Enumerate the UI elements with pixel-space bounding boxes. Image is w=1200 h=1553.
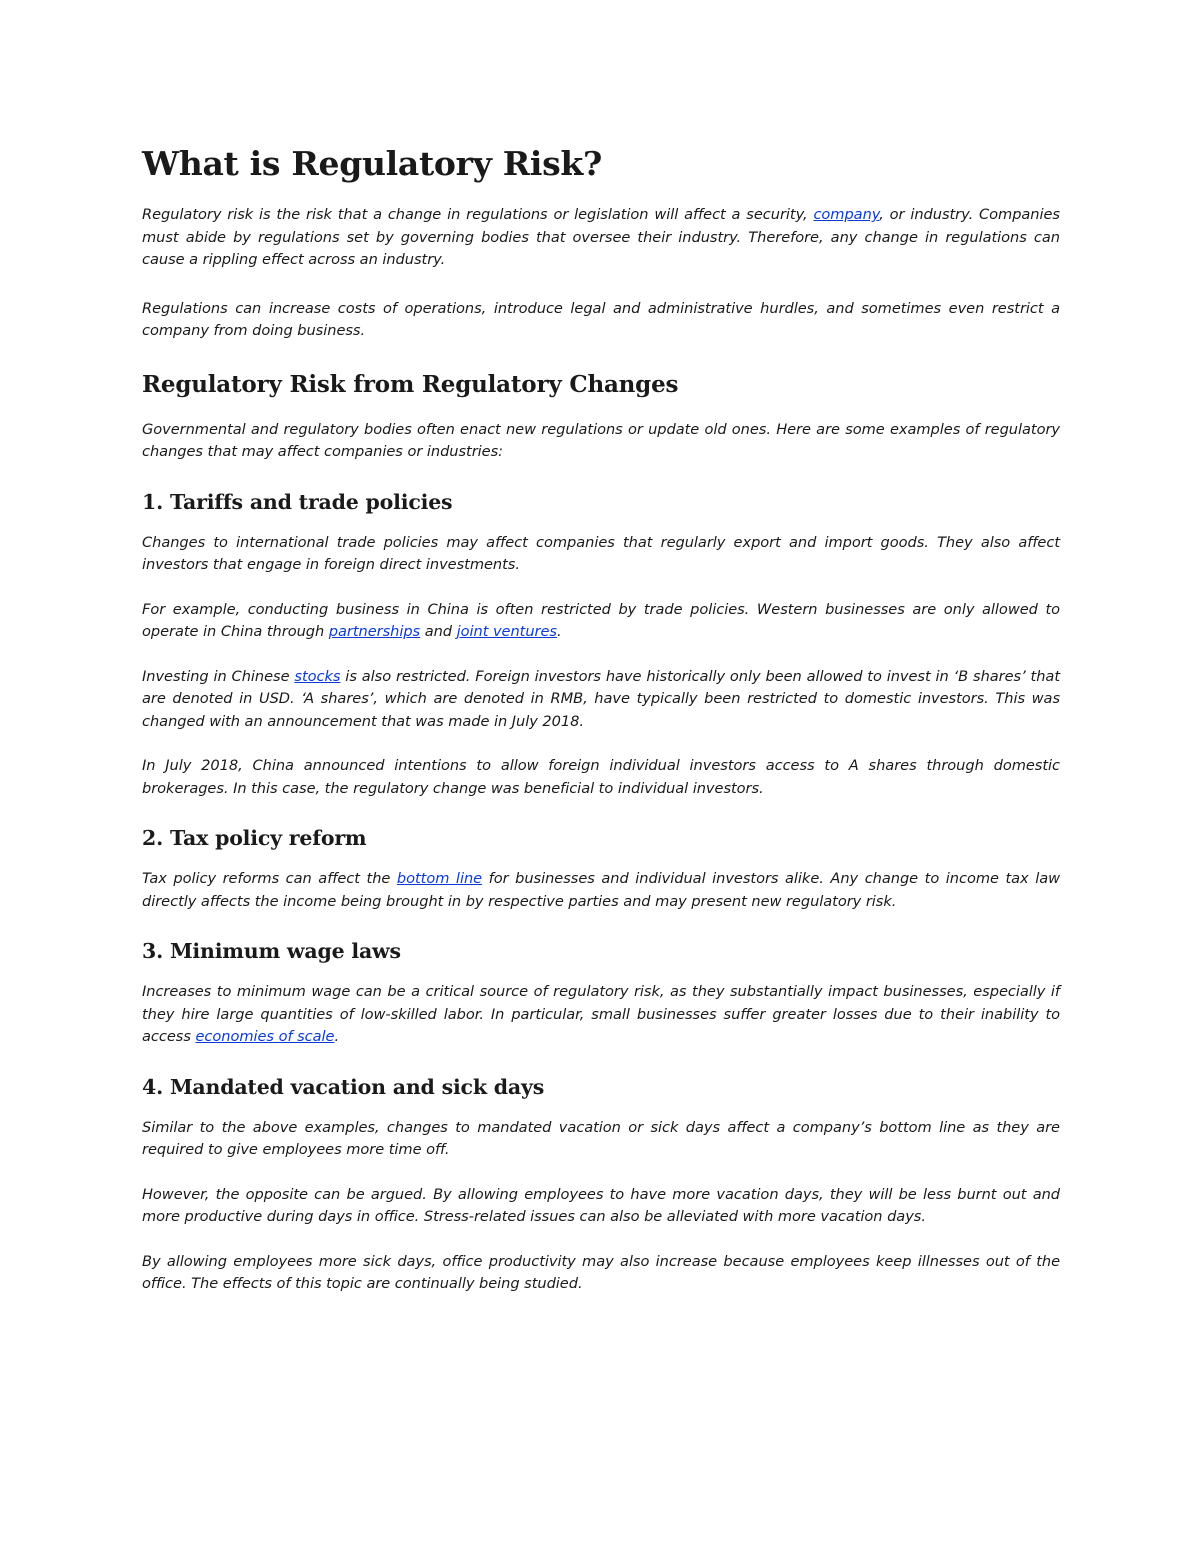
vacation-paragraph-1: Similar to the above examples, changes to mandated vacation or sick days affect a company’s bottom line as they are required to give employees more time off. [142,1118,1060,1158]
partnerships-link[interactable]: partnerships [328,623,421,640]
minimum-wage-paragraph-1 [142,981,1060,1049]
vacation-paragraph-3: By allowing employees more sick days, office productivity may also increase because employees keep illnesses out of the office. The effects of this topic are continually being studied. [142,1252,1060,1292]
economies-of-scale-link[interactable]: economies of scale [195,1028,335,1045]
tax-paragraph-1 [142,868,1060,913]
company-link[interactable]: company [813,206,880,223]
tariffs-paragraph-2 [142,599,1060,644]
vacation-paragraph-2: However, the opposite can be argued. By allowing employees to have more vacation days, they will be less burnt out and more productive during days in office. Stress-related issues can also be alleviated with more vacation days. [142,1185,1060,1225]
tariffs-paragraph-4: In July 2018, China announced intentions to allow foreign individual investors access to A shares through domestic brokerages. In this case, the regulatory change was beneficial to individual investors. [142,757,1060,797]
intro-text-end: , or industry. Companies must abide by regulations set by governing bodies that oversee their industry. Therefore, any change in regulations can cause a rippling effect across an industry. [142,206,1060,268]
section-heading: Regulatory Risk from Regulatory Changes [142,370,679,398]
tariffs-p3-start: Investing in Chinese [142,667,295,685]
intro-paragraph-1 [142,204,1060,272]
tariffs-p2-end: . [556,623,562,640]
tariffs-p2-start: For example, conducting business in China is often restricted by trade policies. Western businesses are only allowed to operate in China through [142,600,1060,640]
section-intro-paragraph: Governmental and regulatory bodies often enact new regulations or update old ones. Here are some examples of regulatory changes that may affect companies or industries: [142,420,1060,460]
vacation-heading: 4. Mandated vacation and sick days [142,1074,545,1099]
tariffs-p2-mid: and [420,623,457,640]
bottom-line-link[interactable]: bottom line [396,870,483,887]
joint-ventures-link[interactable]: joint ventures [456,623,557,640]
document-page [142,140,1060,1318]
intro-paragraph-2: Regulations can increase costs of operations, introduce legal and administrative hurdles, and sometimes even restrict a company from doing business. [142,299,1060,339]
wage-p1-start: Increases to minimum wage can be a critical source of regulatory risk, as they substantially impact businesses, especially if they hire large quantities of low-skilled labor. In particular, small businesses suffer greater losses due to their inability to access [142,983,1060,1045]
tax-p1-start: Tax policy reforms can affect the [142,870,397,887]
page-title: What is Regulatory Risk? [142,144,603,183]
tariffs-heading: 1. Tariffs and trade policies [142,489,453,514]
tariffs-paragraph-3 [142,666,1060,734]
minimum-wage-heading: 3. Minimum wage laws [142,939,401,963]
intro-text-start: Regulatory risk is the risk that a change in regulations or legislation will affect a security, [142,206,814,223]
wage-p1-end: . [334,1028,340,1045]
tax-heading: 2. Tax policy reform [142,826,367,850]
tariffs-paragraph-1: Changes to international trade policies may affect companies that regularly export and import goods. They also affect investors that engage in foreign direct investments. [142,533,1060,573]
tax-p1-end: for businesses and individual investors alike. Any change to income tax law directly affects the income being brought in by respective parties and may present new regulatory risk. [142,870,1060,910]
tariffs-p3-end: is also restricted. Foreign investors have historically only been allowed to invest in ‘B shares’ that are denoted in USD. ‘A shares’, which are denoted in RMB, have typically been restricted to domestic investors. This was changed with an announcement that was made in July 2018. [142,667,1060,730]
stocks-link[interactable]: stocks [294,667,341,685]
